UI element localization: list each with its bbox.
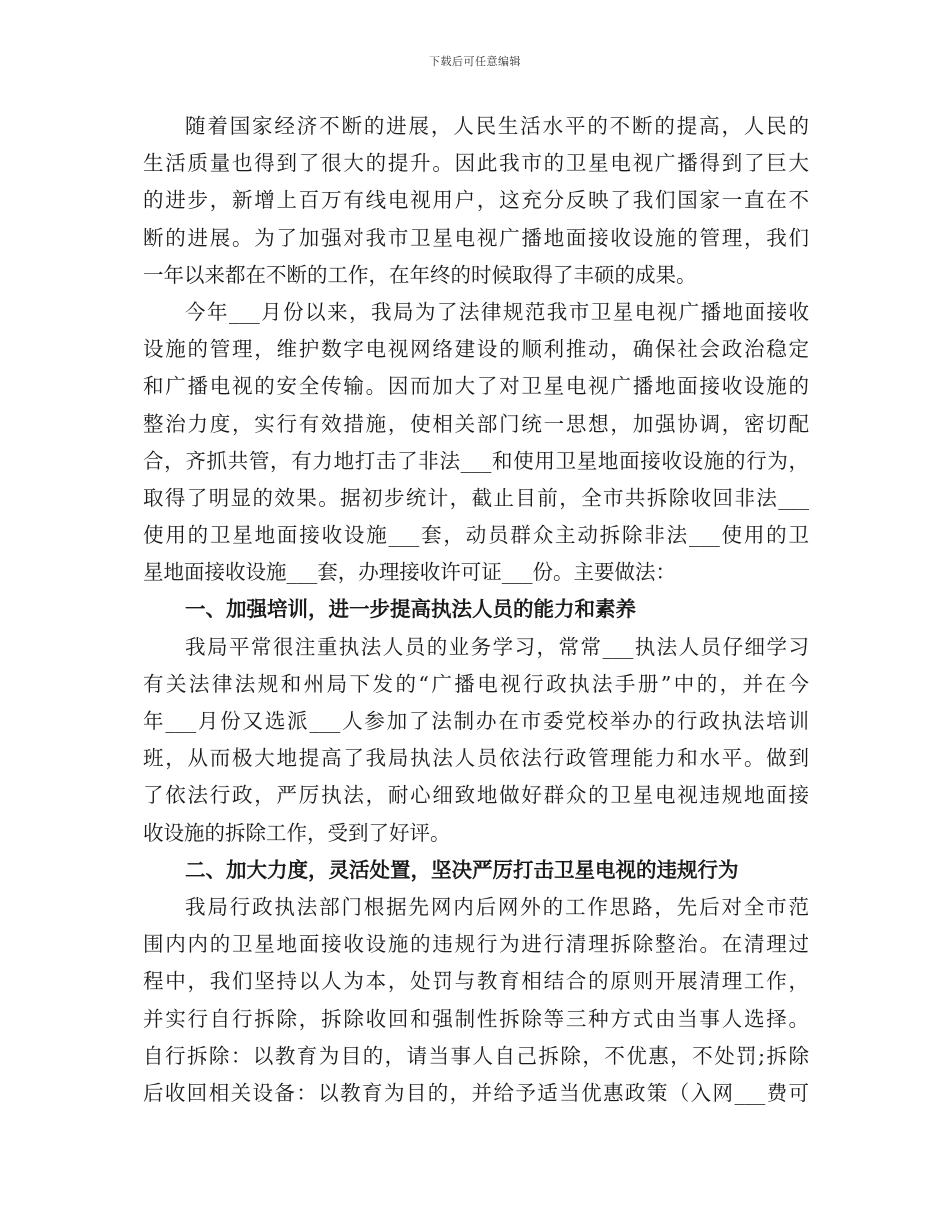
text-line: 的进步，新增上百万有线电视用户，这充分反映了我们国家一直在不	[143, 188, 809, 213]
text-line: 和广播电视的安全传输。因而加大了对卫星电视广播地面接收设施的	[143, 374, 809, 399]
text-line: 程中，我们坚持以人为本，处罚与教育相结合的原则开展清理工作，	[143, 969, 809, 994]
text-line: 我局行政执法部门根据先网内后网外的工作思路，先后对全市范	[185, 894, 809, 919]
text-line: 自行拆除：以教育为目的，请当事人自己拆除，不优惠，不处罚;拆除	[143, 1043, 809, 1068]
text-line: 并实行自行拆除，拆除收回和强制性拆除等三种方式由当事人选择。	[143, 1006, 809, 1031]
text-line: 合，齐抓共管，有力地打击了非法___和使用卫星地面接收设施的行为，	[143, 448, 809, 473]
section-heading: 二、加大力度，灵活处置，坚决严厉打击卫星电视的违规行为	[185, 857, 739, 882]
text-line: 班，从而极大地提高了我局执法人员依法行政管理能力和水平。做到	[143, 746, 809, 771]
text-line: 星地面接收设施___套，办理接收许可证___份。主要做法：	[143, 560, 676, 585]
text-line: 我局平常很注重执法人员的业务学习，常常___执法人员仔细学习	[185, 634, 809, 659]
text-line: 取得了明显的效果。据初步统计，截止目前，全市共拆除收回非法___	[143, 485, 809, 510]
document-body	[143, 108, 809, 1112]
text-line: 了依法行政，严厉执法，耐心细致地做好群众的卫星电视违规地面接	[143, 783, 809, 808]
text-line: 断的进展。为了加强对我市卫星电视广播地面接收设施的管理，我们	[143, 225, 809, 250]
text-line: 一年以来都在不断的工作，在年终的时候取得了丰硕的成果。	[143, 262, 697, 287]
text-line: 今年___月份以来，我局为了法律规范我市卫星电视广播地面接收	[185, 299, 809, 324]
text-line: 年___月份又选派___人参加了法制办在市委党校举办的行政执法培训	[143, 709, 809, 733]
text-line: 围内内的卫星地面接收设施的违规行为进行清理拆除整治。在清理过	[143, 932, 809, 957]
text-line: 收设施的拆除工作，受到了好评。	[143, 820, 451, 845]
text-line: 设施的管理，维护数字电视网络建设的顺利推动，确保社会政治稳定	[143, 337, 809, 362]
text-line: 生活质量也得到了很大的提升。因此我市的卫星电视广播得到了巨大	[143, 151, 809, 176]
section-heading: 一、加强培训，进一步提高执法人员的能力和素养	[185, 597, 636, 622]
text-line: 后收回相关设备：以教育为目的，并给予适当优惠政策（入网___费可	[143, 1080, 809, 1105]
text-line: 使用的卫星地面接收设施___套，动员群众主动拆除非法___使用的卫	[143, 523, 809, 548]
page-header: 下载后可任意编辑	[429, 55, 521, 68]
text-line: 整治力度，实行有效措施，使相关部门统一思想，加强协调，密切配	[143, 411, 809, 436]
text-line: 随着国家经济不断的进展，人民生活水平的不断的提高，人民的	[185, 114, 809, 138]
text-line: 有关法律法规和州局下发的“广播电视行政执法手册”中的，并在今	[143, 671, 809, 696]
